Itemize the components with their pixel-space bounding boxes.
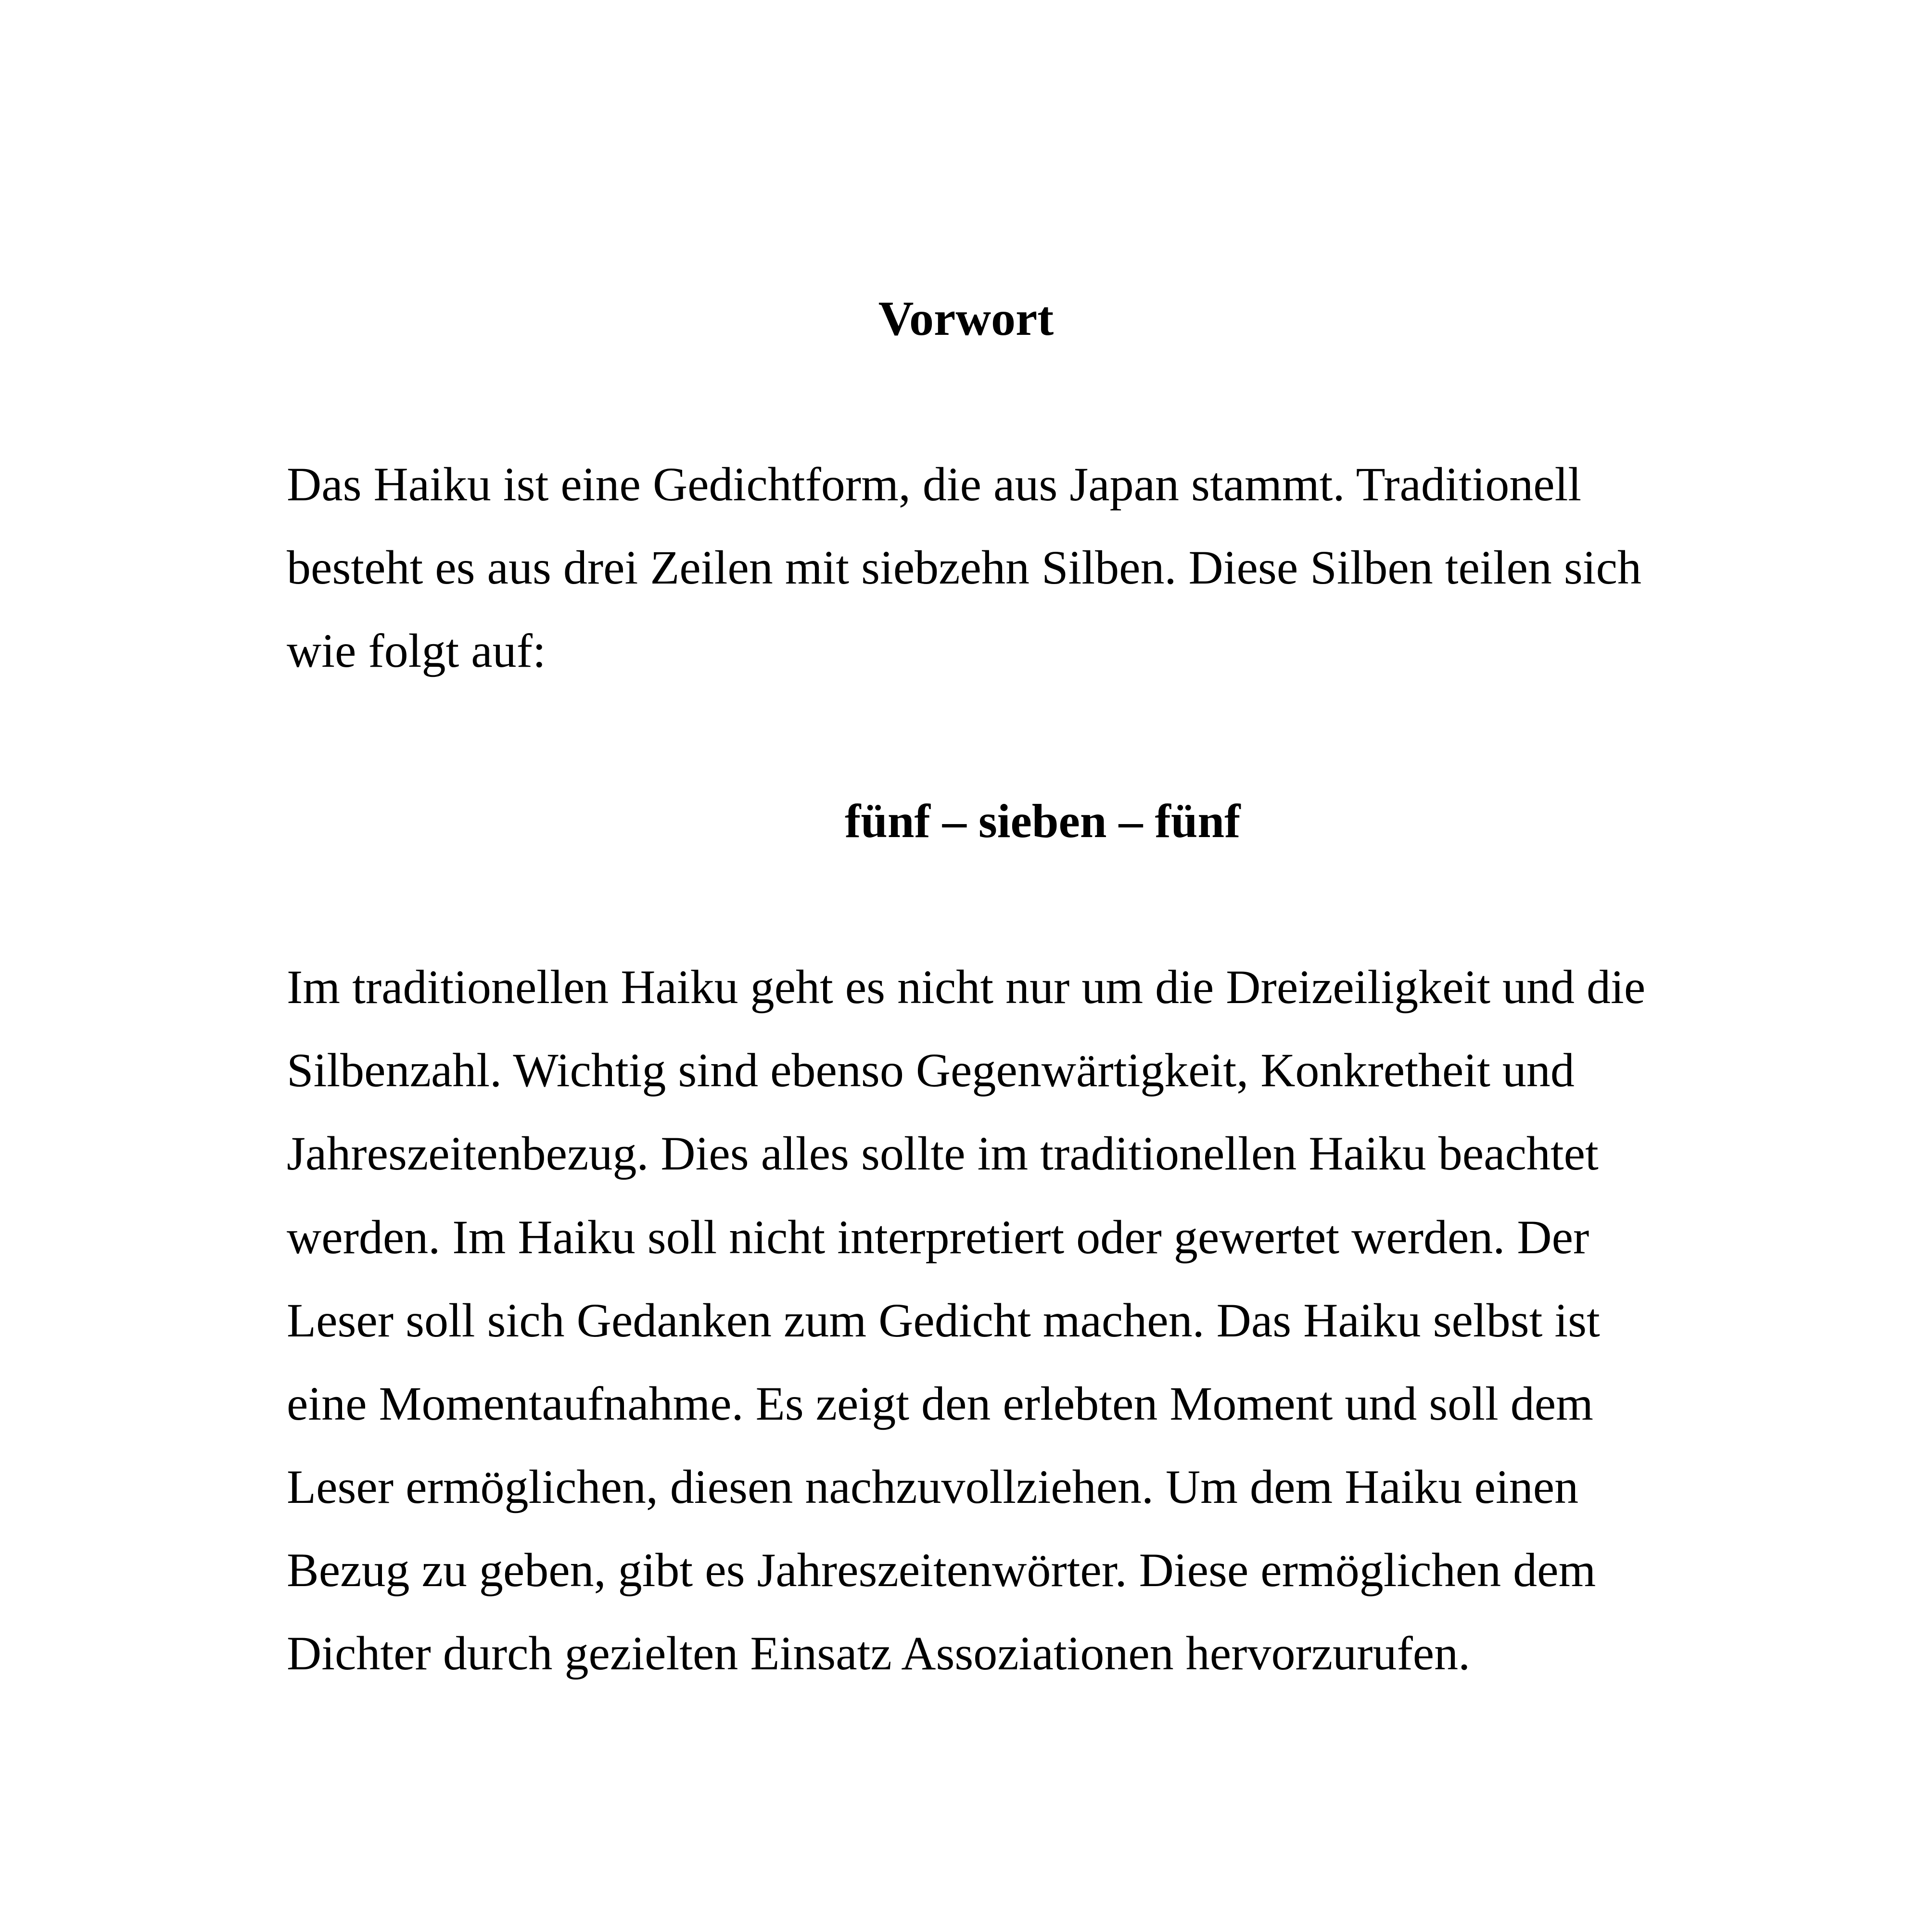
paragraph-1-line-2: besteht es aus drei Zeilen mit siebzehn Silben. Diese Silben teilen sich [287,541,1641,594]
paragraph-1-line-3: wie folgt auf: [287,624,546,677]
paragraph-2-line-6: eine Momentaufnahme. Es zeigt den erlebten Moment und soll dem [287,1377,1593,1430]
page-title: Vorwort [878,292,1054,346]
syllable-formula: fünf – sieben – fünf [845,794,1241,848]
paragraph-1-line-1: Das Haiku ist eine Gedichtform, die aus Japan stammt. Traditionell [287,458,1582,511]
paragraph-2-line-7: Leser ermöglichen, diesen nachzuvollziehen. Um dem Haiku einen [287,1460,1579,1513]
paragraph-2-line-8: Bezug zu geben, gibt es Jahreszeitenwörter. Diese ermöglichen dem [287,1543,1596,1597]
paragraph-2-line-9: Dichter durch gezielten Einsatz Assoziationen hervorzurufen. [287,1627,1471,1680]
paragraph-2-line-1: Im traditionellen Haiku geht es nicht nur um die Dreizeiligkeit und die [287,960,1646,1014]
paragraph-2-line-4: werden. Im Haiku soll nicht interpretiert oder gewertet werden. Der [287,1210,1589,1264]
paragraph-2-line-3: Jahreszeitenbezug. Dies alles sollte im traditionellen Haiku beachtet [287,1127,1599,1180]
paragraph-2-line-5: Leser soll sich Gedanken zum Gedicht machen. Das Haiku selbst ist [287,1294,1600,1347]
paragraph-2-line-2: Silbenzahl. Wichtig sind ebenso Gegenwärtigkeit, Konkretheit und [287,1043,1575,1097]
